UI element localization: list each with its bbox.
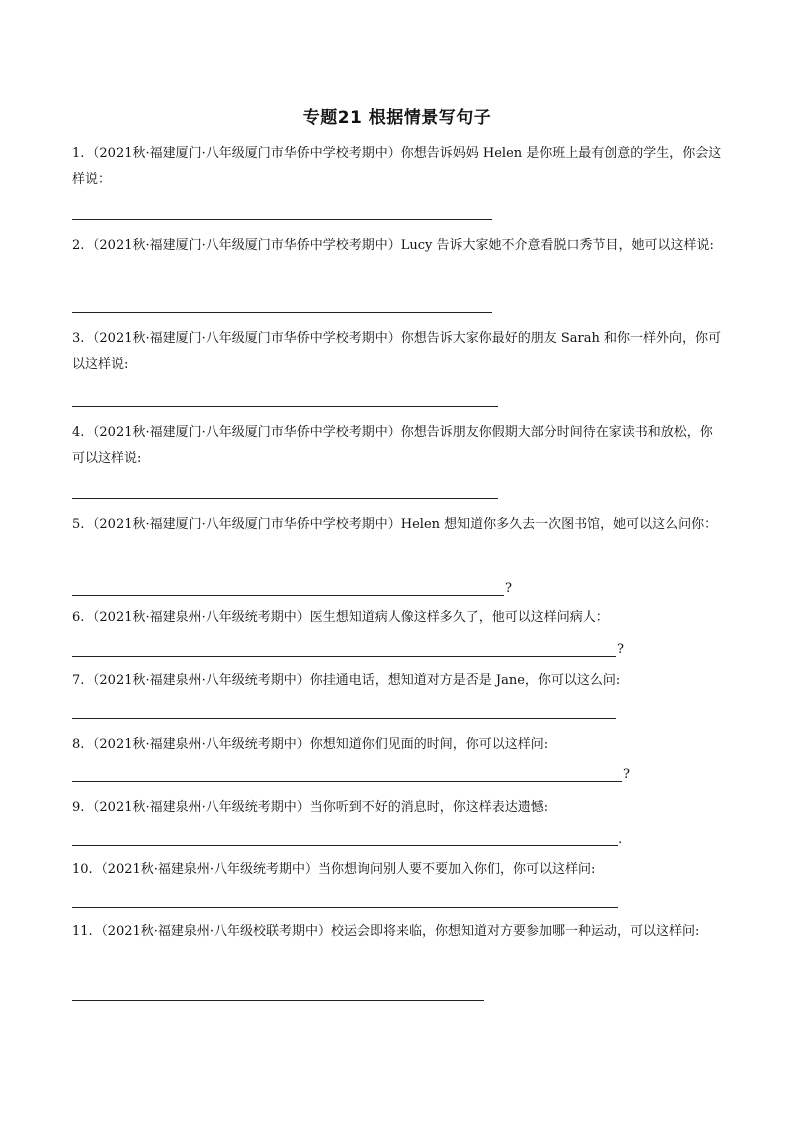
question-8 bbox=[72, 732, 724, 758]
question-number: 5. bbox=[72, 517, 85, 532]
question-number: 10. bbox=[72, 862, 93, 877]
question-text: （2021秋·福建泉州·八年级统考期中）医生想知道病人像这样多久了，他可以这样问病人： bbox=[86, 610, 609, 625]
answer-line-6[interactable] bbox=[72, 656, 616, 657]
answer-line-3[interactable] bbox=[72, 406, 498, 407]
question-number: 4. bbox=[72, 425, 85, 440]
answer-line-9[interactable] bbox=[72, 845, 618, 846]
question-number: 2. bbox=[72, 238, 85, 253]
page-title: 专题21 根据情景写句子 bbox=[302, 108, 492, 128]
question-number: 1. bbox=[72, 146, 85, 161]
question-2 bbox=[72, 233, 724, 259]
question-mark: ? bbox=[623, 767, 630, 782]
question-text: （2021秋·福建厦门·八年级厦门市华侨中学校考期中）你想告诉朋友你假期大部分时间待在家读书和放松，你可以这样说: bbox=[72, 425, 713, 466]
answer-line-4[interactable] bbox=[72, 498, 498, 499]
question-mark: ? bbox=[505, 581, 512, 596]
question-text: （2021秋·福建厦门·八年级厦门市华侨中学校考期中）你想告诉妈妈 Helen 是你班上最有创意的学生，你会这样说： bbox=[72, 146, 722, 187]
question-5 bbox=[72, 512, 724, 538]
answer-line-11[interactable] bbox=[72, 1000, 484, 1001]
question-text: （2021秋·福建泉州·八年级统考期中）当你想询问别人要不要加入你们，你可以这样问: bbox=[94, 862, 596, 877]
question-3 bbox=[72, 326, 724, 378]
question-number: 7. bbox=[72, 673, 85, 688]
question-number: 9. bbox=[72, 800, 85, 815]
question-text: （2021秋·福建厦门·八年级厦门市华侨中学校考期中）Lucy 告诉大家她不介意看脱口秀节目，她可以这样说: bbox=[86, 238, 714, 253]
answer-line-1[interactable] bbox=[72, 219, 492, 220]
period-mark: . bbox=[618, 832, 623, 847]
question-number: 8. bbox=[72, 737, 85, 752]
question-4 bbox=[72, 420, 724, 472]
question-mark: ? bbox=[617, 642, 624, 657]
question-11 bbox=[72, 919, 724, 945]
answer-line-8[interactable] bbox=[72, 781, 622, 782]
question-number: 6. bbox=[72, 610, 85, 625]
question-7 bbox=[72, 668, 724, 694]
question-text: （2021秋·福建厦门·八年级厦门市华侨中学校考期中）你想告诉大家你最好的朋友 Sarah 和你一样外向，你可以这样说: bbox=[72, 331, 722, 372]
question-text: （2021秋·福建厦门·八年级厦门市华侨中学校考期中）Helen 想知道你多久去一次图书馆，她可以这么问你： bbox=[86, 517, 718, 532]
question-1 bbox=[72, 141, 724, 193]
answer-line-2[interactable] bbox=[72, 312, 492, 313]
question-text: （2021秋·福建泉州·八年级统考期中）你想知道你们见面的时间，你可以这样问: bbox=[86, 737, 549, 752]
answer-line-5[interactable] bbox=[72, 595, 504, 596]
question-6 bbox=[72, 605, 724, 631]
question-text: （2021秋·福建泉州·八年级统考期中）当你听到不好的消息时，你这样表达遗憾: bbox=[86, 800, 549, 815]
answer-line-10[interactable] bbox=[72, 907, 618, 908]
question-10 bbox=[72, 857, 724, 883]
question-text: （2021秋·福建泉州·八年级统考期中）你挂通电话，想知道对方是否是 Jane，你可以这么问: bbox=[86, 673, 621, 688]
answer-line-7[interactable] bbox=[72, 718, 616, 719]
question-9 bbox=[72, 795, 724, 821]
question-text: （2021秋·福建泉州·八年级校联考期中）校运会即将来临，你想知道对方要参加哪一种运动，可以这样问: bbox=[94, 924, 700, 939]
question-number: 3. bbox=[72, 331, 85, 346]
question-number: 11. bbox=[72, 924, 93, 939]
